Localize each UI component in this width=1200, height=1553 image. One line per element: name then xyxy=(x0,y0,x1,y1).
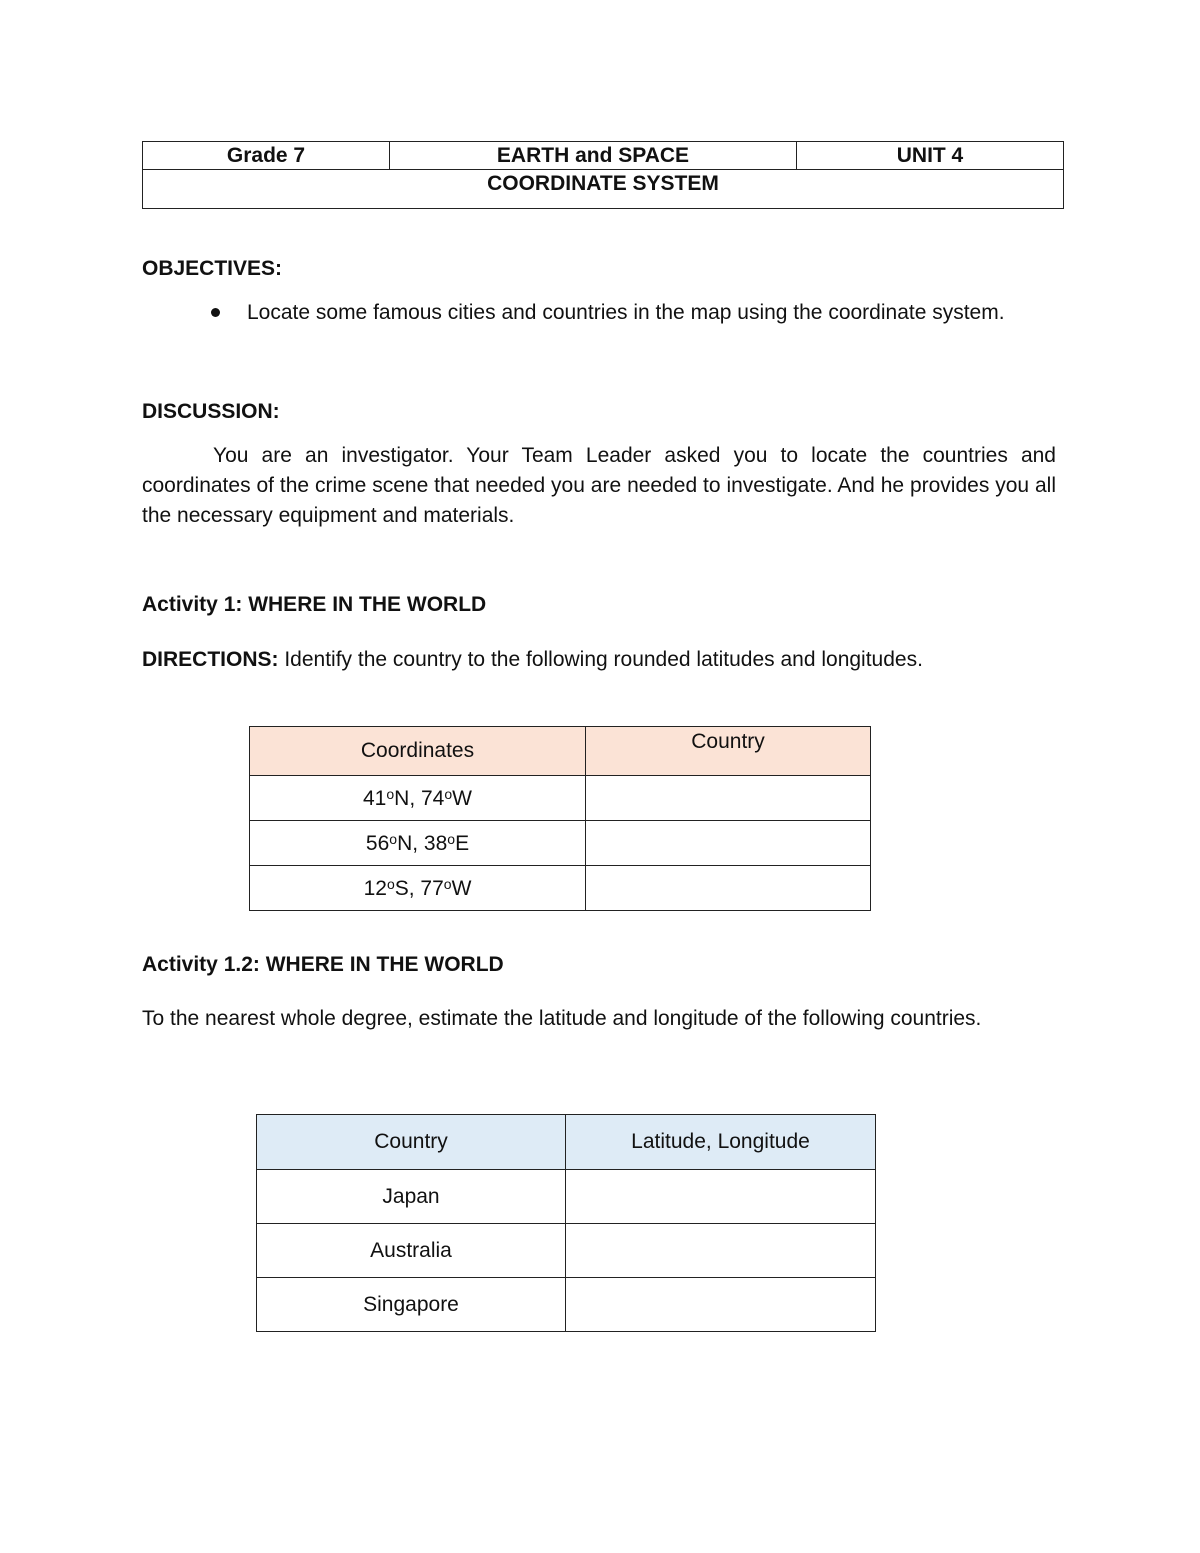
activity12-heading: Activity 1.2: WHERE IN THE WORLD xyxy=(142,953,504,976)
country-cell: Australia xyxy=(257,1224,566,1278)
bullet-icon xyxy=(211,308,220,317)
country-cell: Japan xyxy=(257,1170,566,1224)
table-row xyxy=(250,776,871,821)
coordinate-cell: 41$^o$N, 74$^o$W xyxy=(250,776,586,821)
coordinate-cell: 56$^o$N, 38$^o$E xyxy=(250,821,586,866)
latlon-table xyxy=(256,1114,876,1332)
coordinates-header: Coordinates xyxy=(250,727,586,776)
activity1-heading: Activity 1: WHERE IN THE WORLD xyxy=(142,593,487,616)
country-answer-cell[interactable] xyxy=(586,776,871,821)
latlon-answer-cell[interactable] xyxy=(566,1278,876,1332)
table-row xyxy=(250,866,871,911)
header-row xyxy=(143,142,1064,170)
country-header: Country xyxy=(257,1115,566,1170)
objective-text: Locate some famous cities and countries in the map using the coordinate system. xyxy=(247,301,1005,324)
country-answer-cell[interactable] xyxy=(586,821,871,866)
activity1-directions xyxy=(142,645,1056,675)
country-answer-cell[interactable] xyxy=(586,866,871,911)
table-row xyxy=(250,821,871,866)
discussion-heading: DISCUSSION: xyxy=(142,400,280,423)
header-table xyxy=(142,141,1064,209)
discussion-body: You are an investigator. Your Team Leader asked you to locate the countries and coordinates of the crime scene that needed you are needed to investigate. And he provides you all the necessary equipment and materials. xyxy=(142,444,1056,527)
latlon-answer-cell[interactable] xyxy=(566,1170,876,1224)
topic-row xyxy=(143,170,1064,209)
objectives-heading: OBJECTIVES: xyxy=(142,257,283,280)
latlon-header: Latitude, Longitude xyxy=(566,1115,876,1170)
table-row xyxy=(257,1224,876,1278)
table-header-row xyxy=(250,727,871,776)
topic-cell: COORDINATE SYSTEM xyxy=(143,170,1064,209)
directions-text: Identify the country to the following rounded latitudes and longitudes. xyxy=(278,648,923,671)
table-header-row xyxy=(257,1115,876,1170)
table-row xyxy=(257,1278,876,1332)
directions-label: DIRECTIONS: xyxy=(142,648,279,671)
table-row xyxy=(257,1170,876,1224)
grade-cell: Grade 7 xyxy=(143,142,390,170)
coordinate-cell: 12$^o$S, 77$^o$W xyxy=(250,866,586,911)
latlon-answer-cell[interactable] xyxy=(566,1224,876,1278)
subject-cell: EARTH and SPACE xyxy=(390,142,797,170)
coordinates-table xyxy=(249,726,871,911)
country-header: Country xyxy=(586,727,871,776)
country-cell: Singapore xyxy=(257,1278,566,1332)
activity12-instructions: To the nearest whole degree, estimate the latitude and longitude of the following countries. xyxy=(142,1007,982,1030)
unit-cell: UNIT 4 xyxy=(797,142,1064,170)
